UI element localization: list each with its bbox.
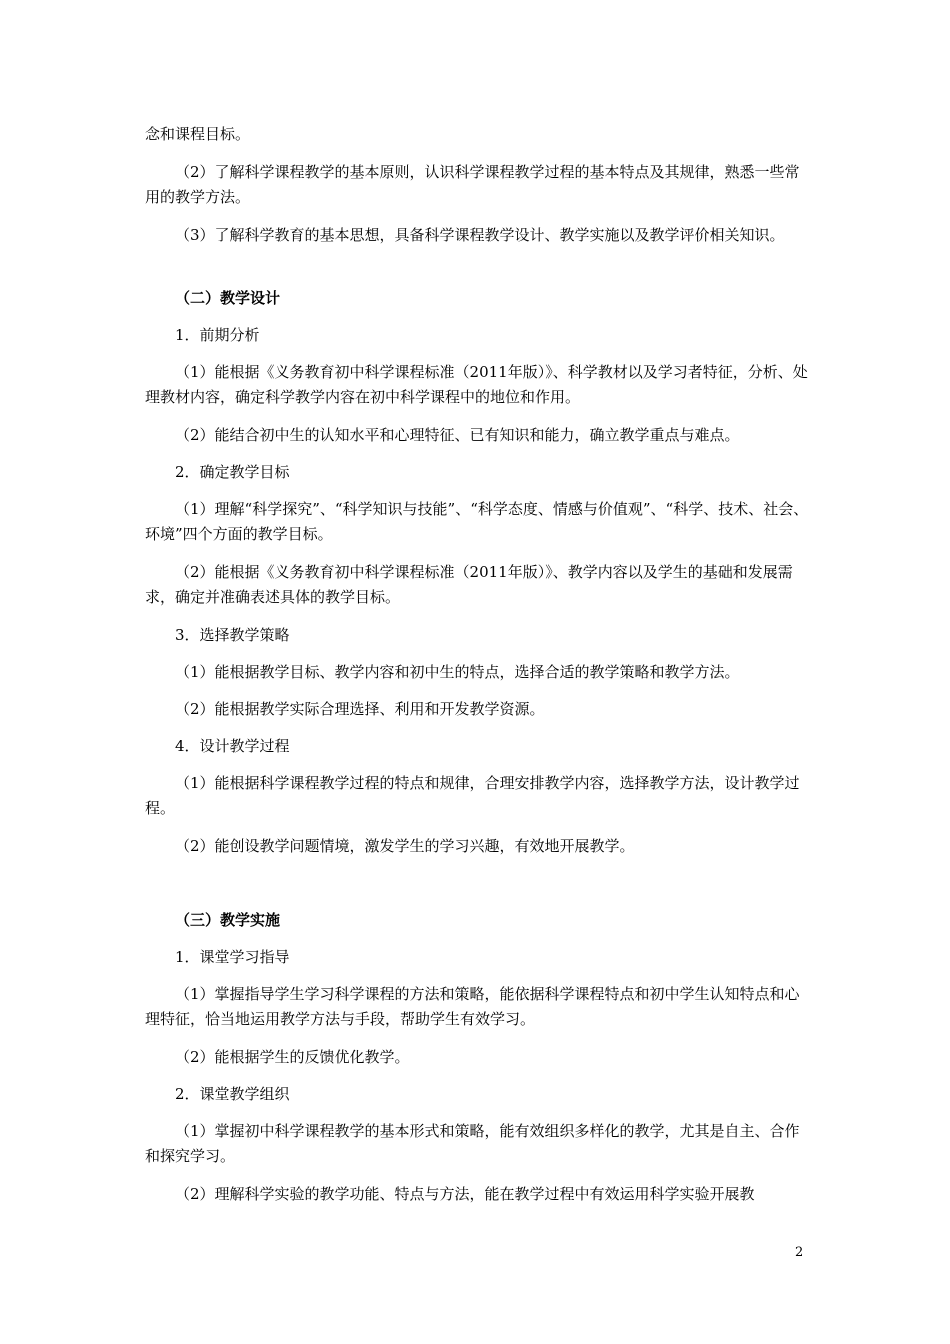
paragraph: （2）了解科学课程教学的基本原则，认识科学课程教学过程的基本特点及其规律，熟悉一些常用的教学方法。 <box>145 163 800 206</box>
paragraph: （2）能结合初中生的认知水平和心理特征、已有知识和能力，确立教学重点与难点。 <box>175 426 740 444</box>
paragraph: （1）掌握指导学生学习科学课程的方法和策略，能依据科学课程特点和初中学生认知特点和心理特征，恰当地运用教学方法与手段，帮助学生有效学习。 <box>145 985 800 1028</box>
paragraph: （2）理解科学实验的教学功能、特点与方法，能在教学过程中有效运用科学实验开展教 <box>175 1185 755 1203</box>
paragraph: 1．前期分析 <box>175 326 260 344</box>
paragraph: 3．选择教学策略 <box>175 626 290 644</box>
section-heading: （二）教学设计 <box>175 289 281 307</box>
paragraph: （1）理解“科学探究”、“科学知识与技能”、“科学态度、情感与价值观”、“科学、技术、社会、环境”四个方面的教学目标。 <box>145 500 809 543</box>
paragraph: （1）能根据科学课程教学过程的特点和规律，合理安排教学内容，选择教学方法，设计教学过程。 <box>145 774 800 817</box>
paragraph: 4．设计教学过程 <box>175 737 290 755</box>
paragraph: （2）能创设教学问题情境，激发学生的学习兴趣，有效地开展教学。 <box>175 837 635 855</box>
paragraph: （1）掌握初中科学课程教学的基本形式和策略，能有效组织多样化的教学，尤其是自主、合作和探究学习。 <box>145 1122 800 1165</box>
section-heading: （三）教学实施 <box>175 911 281 929</box>
paragraph: 念和课程目标。 <box>145 125 251 143</box>
paragraph: （1）能根据教学目标、教学内容和初中生的特点，选择合适的教学策略和教学方法。 <box>175 663 740 681</box>
paragraph: 2．确定教学目标 <box>175 463 290 481</box>
paragraph: （3）了解科学教育的基本思想，具备科学课程教学设计、教学实施以及教学评价相关知识。 <box>175 226 785 244</box>
page-number: 2 <box>795 1245 804 1260</box>
paragraph: 1．课堂学习指导 <box>175 948 290 966</box>
paragraph: （2）能根据《义务教育初中科学课程标准（2011年版）》、教学内容以及学生的基础和发展需求，确定并准确表述具体的教学目标。 <box>145 563 793 606</box>
paragraph: （2）能根据学生的反馈优化教学。 <box>175 1048 410 1066</box>
paragraph: 2．课堂教学组织 <box>175 1085 290 1103</box>
paragraph: （2）能根据教学实际合理选择、利用和开发教学资源。 <box>175 700 545 718</box>
paragraph: （1）能根据《义务教育初中科学课程标准（2011年版）》、科学教材以及学习者特征，分析、处理教材内容，确定科学教学内容在初中科学课程中的地位和作用。 <box>145 363 808 406</box>
